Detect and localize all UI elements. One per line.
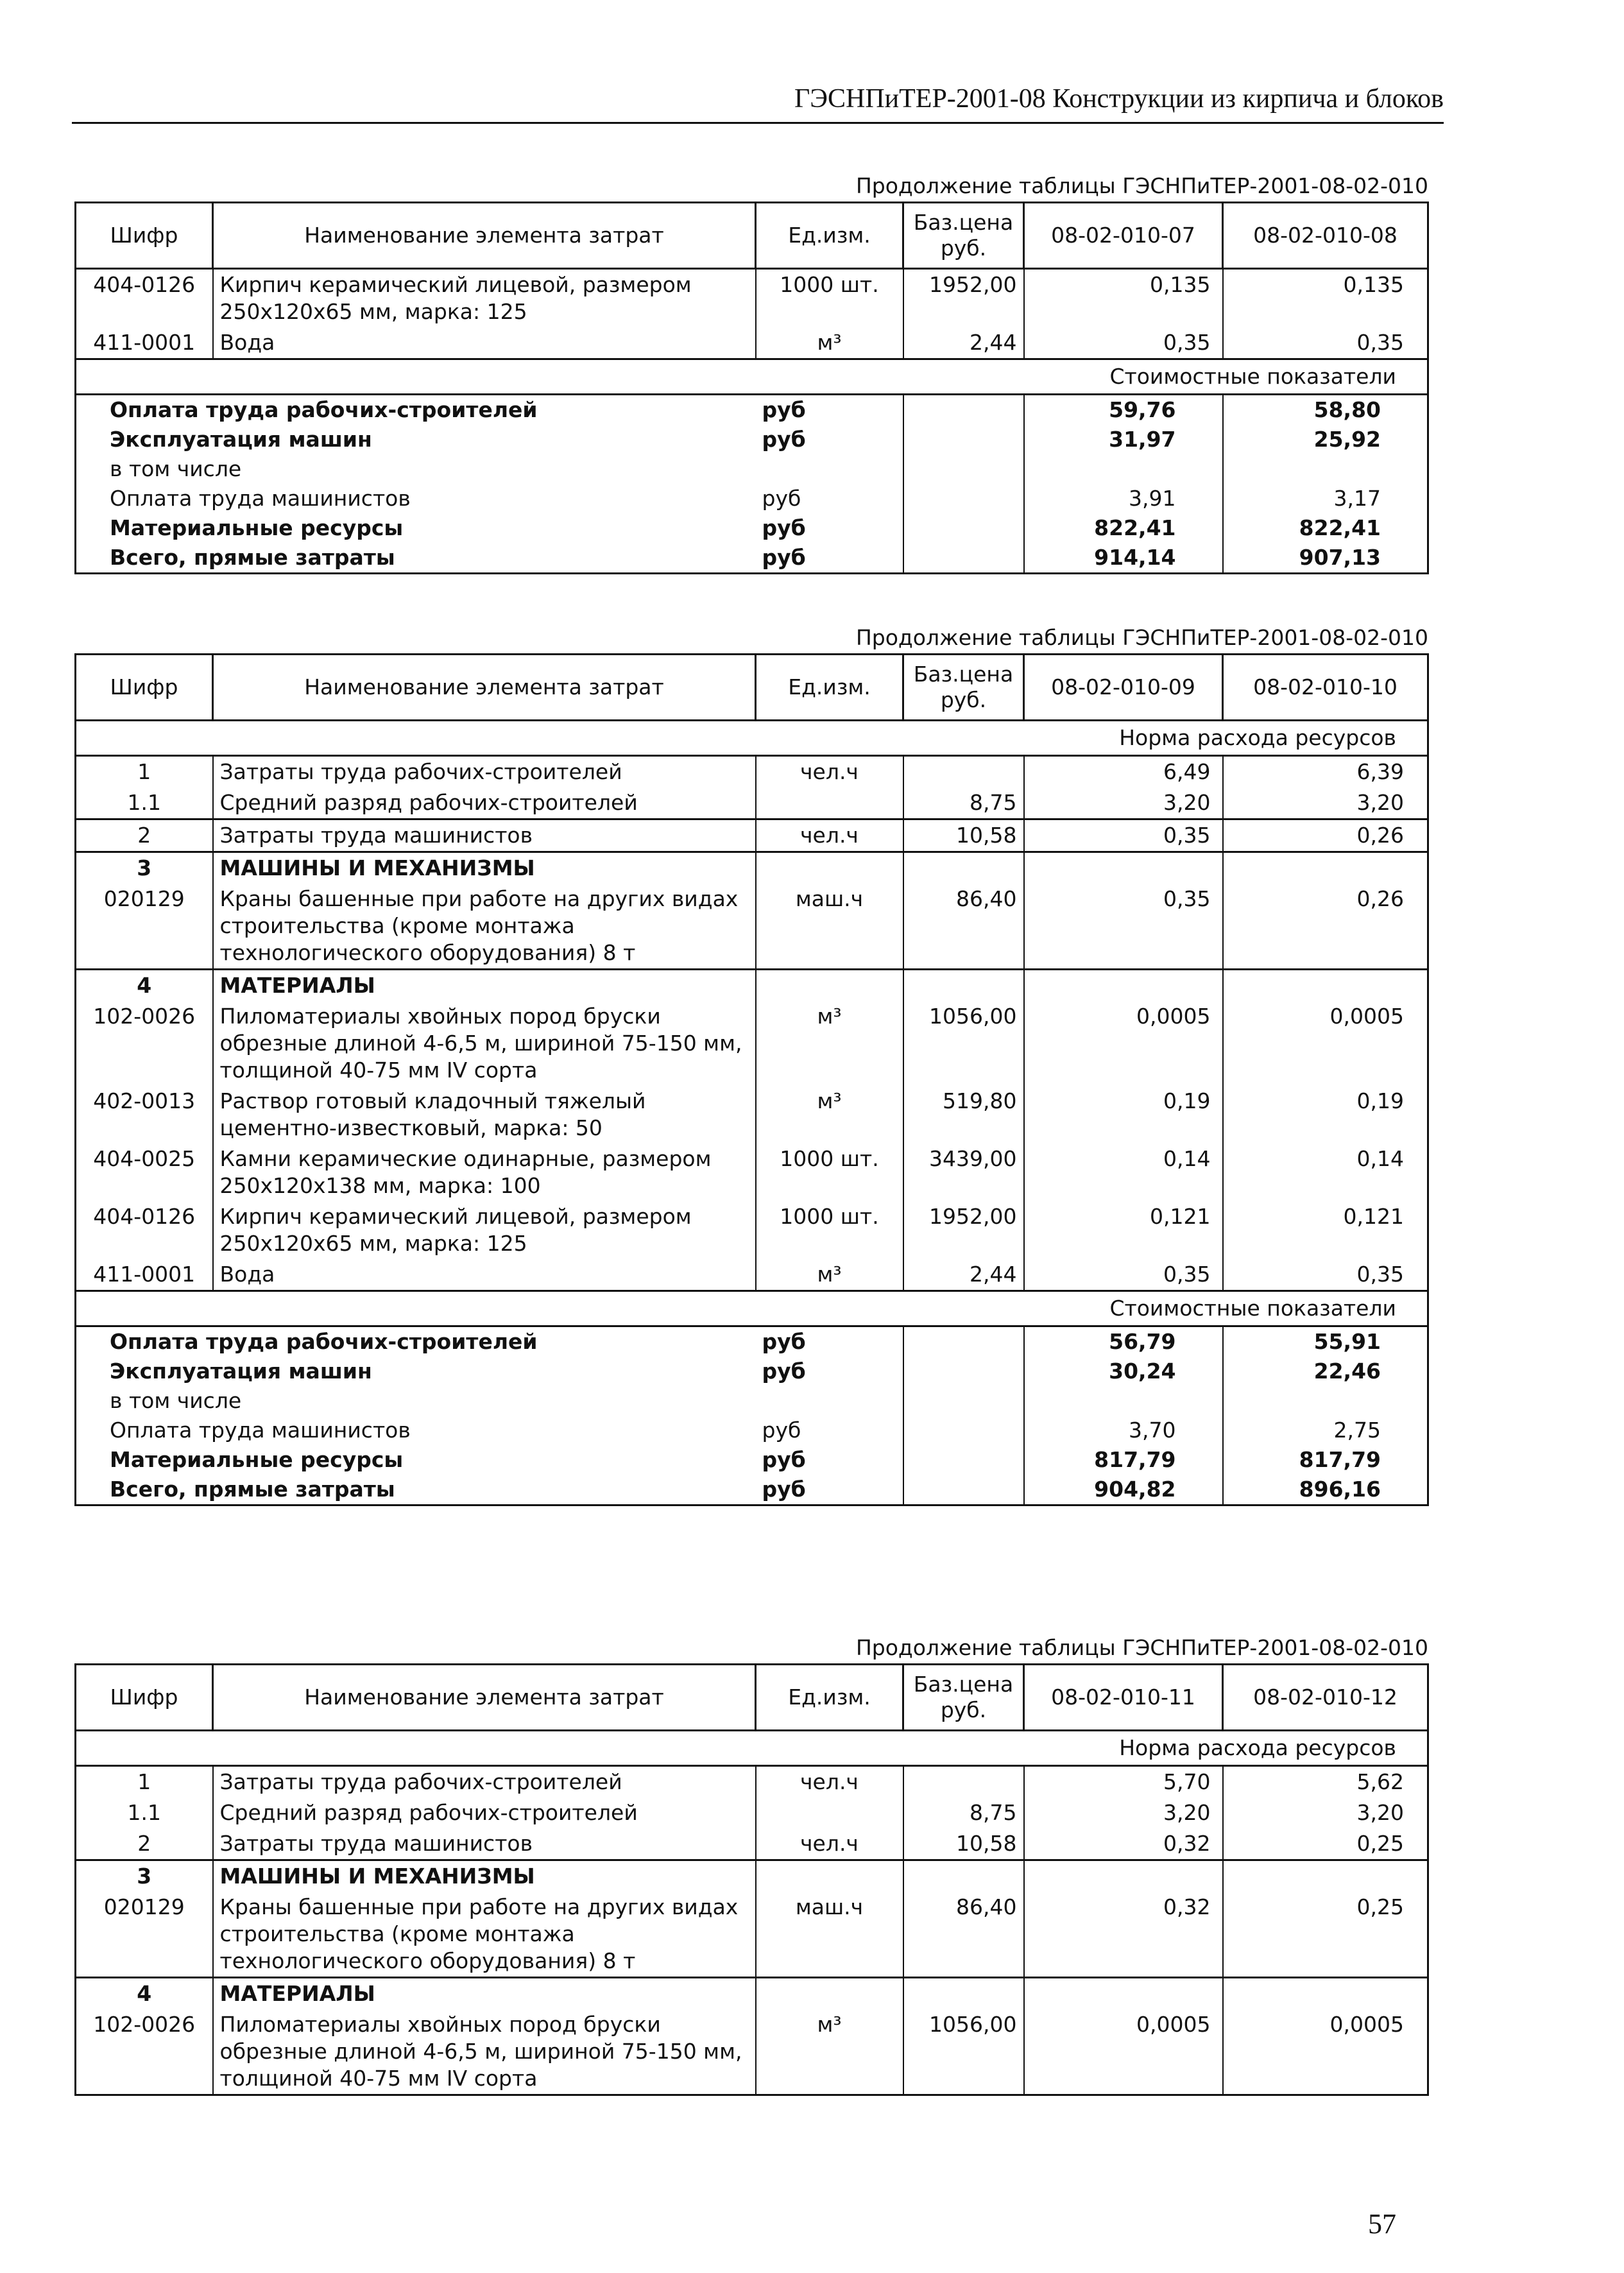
row-price: 3439,00 [903,1144,1024,1201]
row-name: Вода [213,327,756,359]
summary-price [903,395,1024,425]
summary-value-1: 3,91 [1024,484,1223,513]
row-value-1 [1024,852,1223,884]
row-code: 1.1 [76,787,213,819]
summary-label: Материальные ресурсы [76,1445,756,1475]
summary-unit: руб [762,1329,806,1354]
summary-row [76,425,1428,454]
row-value-2: 3,20 [1223,787,1428,819]
summary-price [903,425,1024,454]
row-name: Камни керамические одинарные, размером 250х120х138 мм, марка: 100 [213,1144,756,1201]
header-price: Баз.цена руб. [903,1665,1024,1731]
cost-band [76,359,1428,395]
row-code: 020129 [76,884,213,970]
page-number: 57 [1368,2208,1396,2240]
header-col2: 08-02-010-10 [1223,655,1428,721]
header-unit: Ед.изм. [756,1665,903,1731]
row-value-2: 0,0005 [1223,2009,1428,2095]
summary-value-2: 22,46 [1223,1357,1428,1386]
summary-value-1: 59,76 [1024,395,1223,425]
row-value-1 [1024,970,1223,1002]
row-value-1: 3,20 [1024,1797,1223,1828]
row-value-2 [1223,970,1428,1002]
row-code: 2 [76,1828,213,1860]
summary-label: Всего, прямые затраты [76,1475,756,1505]
header-col1: 08-02-010-11 [1024,1665,1223,1731]
row-name: Затраты труда машинистов [213,819,756,852]
row-value-2: 0,35 [1223,1259,1428,1291]
header-code: Шифр [76,655,213,721]
row-value-1: 0,0005 [1024,2009,1223,2095]
row-price [903,970,1024,1002]
row-unit: чел.ч [756,819,903,852]
row-code: 411-0001 [76,1259,213,1291]
row-value-1: 0,35 [1024,1259,1223,1291]
row-unit: 1000 шт. [756,1201,903,1259]
row-value-2: 0,121 [1223,1201,1428,1259]
summary-label: Всего, прямые затраты [76,543,756,574]
row-unit: чел.ч [756,756,903,788]
norm-band [76,721,1428,756]
table-row [76,852,1428,884]
summary-row [76,1445,1428,1475]
header-name: Наименование элемента затрат [213,1665,756,1731]
row-name: Пиломатериалы хвойных пород бруски обрезные длиной 4-6,5 м, шириной 75-150 мм, толщиной 40-75 мм IV сорта [213,1001,756,1086]
table-row [76,1086,1428,1144]
summary-label: Материальные ресурсы [76,513,756,543]
row-value-2 [1223,1860,1428,1892]
row-unit: чел.ч [756,1766,903,1798]
header-col2: 08-02-010-12 [1223,1665,1428,1731]
row-name: Краны башенные при работе на других видах строительства (кроме монтажа технологического оборудования) 8 т [213,884,756,970]
row-value-1: 0,14 [1024,1144,1223,1201]
row-code: 411-0001 [76,327,213,359]
norm-band [76,1731,1428,1766]
summary-row [76,1386,1428,1416]
row-price: 86,40 [903,884,1024,970]
row-unit [756,787,903,819]
summary-value-1: 30,24 [1024,1357,1223,1386]
row-unit [756,1860,903,1892]
header-name: Наименование элемента затрат [213,655,756,721]
row-value-1 [1024,1860,1223,1892]
table-row [76,1797,1428,1828]
summary-price [903,1357,1024,1386]
header-price: Баз.цена руб. [903,203,1024,269]
cost-band-label: Стоимостные показатели [76,359,1428,395]
summary-price [903,1475,1024,1505]
summary-price [903,1386,1024,1416]
row-price [903,1860,1024,1892]
row-value-1 [1024,1978,1223,2010]
row-code: 020129 [76,1892,213,1978]
table-row [76,1201,1428,1259]
table-row [76,1766,1428,1798]
row-price: 1952,00 [903,269,1024,328]
table-row [76,1892,1428,1978]
row-code: 3 [76,852,213,884]
row-value-2: 3,20 [1223,1797,1428,1828]
row-unit [756,1978,903,2010]
table-row [76,1144,1428,1201]
row-value-2: 5,62 [1223,1766,1428,1798]
summary-value-2: 907,13 [1223,543,1428,574]
table2 [74,653,1427,1506]
summary-value-1: 817,79 [1024,1445,1223,1475]
summary-unit: руб [762,486,801,511]
row-name: Пиломатериалы хвойных пород бруски обрезные длиной 4-6,5 м, шириной 75-150 мм, толщиной 40-75 мм IV сорта [213,2009,756,2095]
row-code: 404-0126 [76,269,213,328]
header-unit: Ед.изм. [756,655,903,721]
row-price: 8,75 [903,1797,1024,1828]
table3-caption: Продолжение таблицы ГЭСНПиТЕР-2001-08-02-010 [855,1635,1428,1660]
header-unit: Ед.изм. [756,203,903,269]
row-price: 1056,00 [903,2009,1024,2095]
table-row [76,787,1428,819]
row-value-2: 0,19 [1223,1086,1428,1144]
row-value-1: 0,135 [1024,269,1223,328]
summary-unit: руб [762,515,806,540]
row-value-1: 0,19 [1024,1086,1223,1144]
summary-row [76,484,1428,513]
summary-value-2 [1223,454,1428,484]
summary-unit: руб [762,1447,806,1472]
table-row [76,2009,1428,2095]
summary-label: в том числе [76,454,756,484]
row-value-2 [1223,1978,1428,2010]
summary-label: Оплата труда машинистов [76,484,756,513]
row-value-2: 0,0005 [1223,1001,1428,1086]
row-value-1: 0,35 [1024,327,1223,359]
summary-row [76,1326,1428,1357]
summary-label: Эксплуатация машин [76,425,756,454]
row-price: 2,44 [903,1259,1024,1291]
table-row [76,1978,1428,2010]
row-value-1: 6,49 [1024,756,1223,788]
summary-label: в том числе [76,1386,756,1416]
row-code: 404-0126 [76,1201,213,1259]
summary-value-2: 25,92 [1223,425,1428,454]
row-value-2: 0,25 [1223,1892,1428,1978]
summary-unit: руб [762,1359,806,1384]
summary-value-2: 55,91 [1223,1326,1428,1357]
row-value-1: 0,32 [1024,1828,1223,1860]
header-code: Шифр [76,203,213,269]
row-value-1: 0,0005 [1024,1001,1223,1086]
row-value-1: 0,32 [1024,1892,1223,1978]
row-name: Средний разряд рабочих-строителей [213,1797,756,1828]
row-unit: чел.ч [756,1828,903,1860]
row-unit: 1000 шт. [756,1144,903,1201]
norm-band-label: Норма расхода ресурсов [76,721,1428,756]
summary-value-1: 31,97 [1024,425,1223,454]
row-price [903,756,1024,788]
summary-label: Оплата труда рабочих-строителей [76,1326,756,1357]
summary-label: Эксплуатация машин [76,1357,756,1386]
summary-value-2: 896,16 [1223,1475,1428,1505]
row-price: 10,58 [903,819,1024,852]
table-row [76,970,1428,1002]
row-value-1: 0,35 [1024,819,1223,852]
summary-value-2: 58,80 [1223,395,1428,425]
header-col1: 08-02-010-07 [1024,203,1223,269]
summary-value-1 [1024,454,1223,484]
cost-band [76,1291,1428,1326]
table2-caption: Продолжение таблицы ГЭСНПиТЕР-2001-08-02-010 [855,625,1428,650]
row-code: 4 [76,1978,213,2010]
header-price: Баз.цена руб. [903,655,1024,721]
summary-row [76,543,1428,574]
summary-label: Оплата труда рабочих-строителей [76,395,756,425]
row-value-2: 0,25 [1223,1828,1428,1860]
row-price [903,1978,1024,2010]
row-code: 404-0025 [76,1144,213,1201]
row-price: 10,58 [903,1828,1024,1860]
summary-value-1: 914,14 [1024,543,1223,574]
table-header-row [76,203,1428,269]
summary-row [76,1416,1428,1445]
row-unit [756,1797,903,1828]
row-code: 102-0026 [76,1001,213,1086]
row-price: 8,75 [903,787,1024,819]
row-name: Затраты труда машинистов [213,1828,756,1860]
row-value-2: 0,135 [1223,269,1428,328]
header-col2: 08-02-010-08 [1223,203,1428,269]
table-row [76,884,1428,970]
row-unit: маш.ч [756,884,903,970]
row-unit: м³ [756,1259,903,1291]
row-value-2: 0,26 [1223,884,1428,970]
summary-value-1: 904,82 [1024,1475,1223,1505]
table-row [76,1001,1428,1086]
summary-price [903,484,1024,513]
row-unit: 1000 шт. [756,269,903,328]
row-value-2: 0,35 [1223,327,1428,359]
header-col1: 08-02-010-09 [1024,655,1223,721]
summary-price [903,1445,1024,1475]
table-row [76,1828,1428,1860]
summary-row [76,513,1428,543]
summary-unit [756,1386,903,1416]
row-code: 1 [76,1766,213,1798]
row-value-1: 0,121 [1024,1201,1223,1259]
row-code: 102-0026 [76,2009,213,2095]
table-row [76,1860,1428,1892]
row-price [903,1766,1024,1798]
row-value-2: 0,26 [1223,819,1428,852]
row-value-1: 0,35 [1024,884,1223,970]
summary-value-1 [1024,1386,1223,1416]
summary-value-1: 56,79 [1024,1326,1223,1357]
table-row [76,819,1428,852]
row-unit [756,852,903,884]
row-code: 4 [76,970,213,1002]
row-price: 2,44 [903,327,1024,359]
row-unit: м³ [756,1001,903,1086]
summary-value-2 [1223,1386,1428,1416]
table-row [76,756,1428,788]
summary-unit: руб [762,427,806,452]
table-header-row [76,655,1428,721]
row-price: 1952,00 [903,1201,1024,1259]
summary-value-1: 822,41 [1024,513,1223,543]
row-unit: м³ [756,2009,903,2095]
table3 [74,1663,1427,2096]
row-code: 402-0013 [76,1086,213,1144]
summary-row [76,395,1428,425]
table-row [76,327,1428,359]
row-code: 3 [76,1860,213,1892]
table-row [76,269,1428,328]
row-name: Средний разряд рабочих-строителей [213,787,756,819]
summary-price [903,543,1024,574]
summary-value-1: 3,70 [1024,1416,1223,1445]
summary-value-2: 2,75 [1223,1416,1428,1445]
summary-value-2: 817,79 [1223,1445,1428,1475]
summary-price [903,1416,1024,1445]
row-value-2 [1223,852,1428,884]
row-name: МАТЕРИАЛЫ [213,1978,756,2010]
row-unit: м³ [756,327,903,359]
summary-price [903,513,1024,543]
row-price: 86,40 [903,1892,1024,1978]
summary-value-2: 822,41 [1223,513,1428,543]
summary-price [903,1326,1024,1357]
table-header-row [76,1665,1428,1731]
norm-band-label: Норма расхода ресурсов [76,1731,1428,1766]
summary-unit: руб [762,1418,801,1443]
row-unit: маш.ч [756,1892,903,1978]
row-code: 2 [76,819,213,852]
row-code: 1.1 [76,1797,213,1828]
summary-unit: руб [756,1475,903,1505]
summary-row [76,1357,1428,1386]
table1-caption: Продолжение таблицы ГЭСНПиТЕР-2001-08-02-010 [855,173,1428,198]
summary-unit: руб [762,397,806,422]
row-name: Раствор готовый кладочный тяжелый цементно-известковый, марка: 50 [213,1086,756,1144]
row-price: 1056,00 [903,1001,1024,1086]
row-name: МАШИНЫ И МЕХАНИЗМЫ [213,852,756,884]
row-name: Кирпич керамический лицевой, размером 250х120х65 мм, марка: 125 [213,269,756,328]
cost-band-label: Стоимостные показатели [76,1291,1428,1326]
summary-row [76,1475,1428,1505]
row-code: 1 [76,756,213,788]
summary-unit [756,454,903,484]
summary-label: Оплата труда машинистов [76,1416,756,1445]
summary-unit: руб [756,543,903,574]
row-value-2: 0,14 [1223,1144,1428,1201]
row-value-1: 5,70 [1024,1766,1223,1798]
page-header: ГЭСНПиТЕР-2001-08 Конструкции из кирпича и блоков [72,76,1444,124]
header-code: Шифр [76,1665,213,1731]
row-name: Кирпич керамический лицевой, размером 250х120х65 мм, марка: 125 [213,1201,756,1259]
row-name: Затраты труда рабочих-строителей [213,756,756,788]
row-value-1: 3,20 [1024,787,1223,819]
row-name: Краны башенные при работе на других видах строительства (кроме монтажа технологического оборудования) 8 т [213,1892,756,1978]
row-name: МАТЕРИАЛЫ [213,970,756,1002]
row-unit: м³ [756,1086,903,1144]
table-row [76,1259,1428,1291]
row-name: МАШИНЫ И МЕХАНИЗМЫ [213,1860,756,1892]
row-name: Вода [213,1259,756,1291]
summary-row [76,454,1428,484]
summary-value-2: 3,17 [1223,484,1428,513]
summary-price [903,454,1024,484]
table1 [74,202,1427,574]
row-price: 519,80 [903,1086,1024,1144]
row-price [903,852,1024,884]
header-name: Наименование элемента затрат [213,203,756,269]
row-value-2: 6,39 [1223,756,1428,788]
row-unit [756,970,903,1002]
row-name: Затраты труда рабочих-строителей [213,1766,756,1798]
